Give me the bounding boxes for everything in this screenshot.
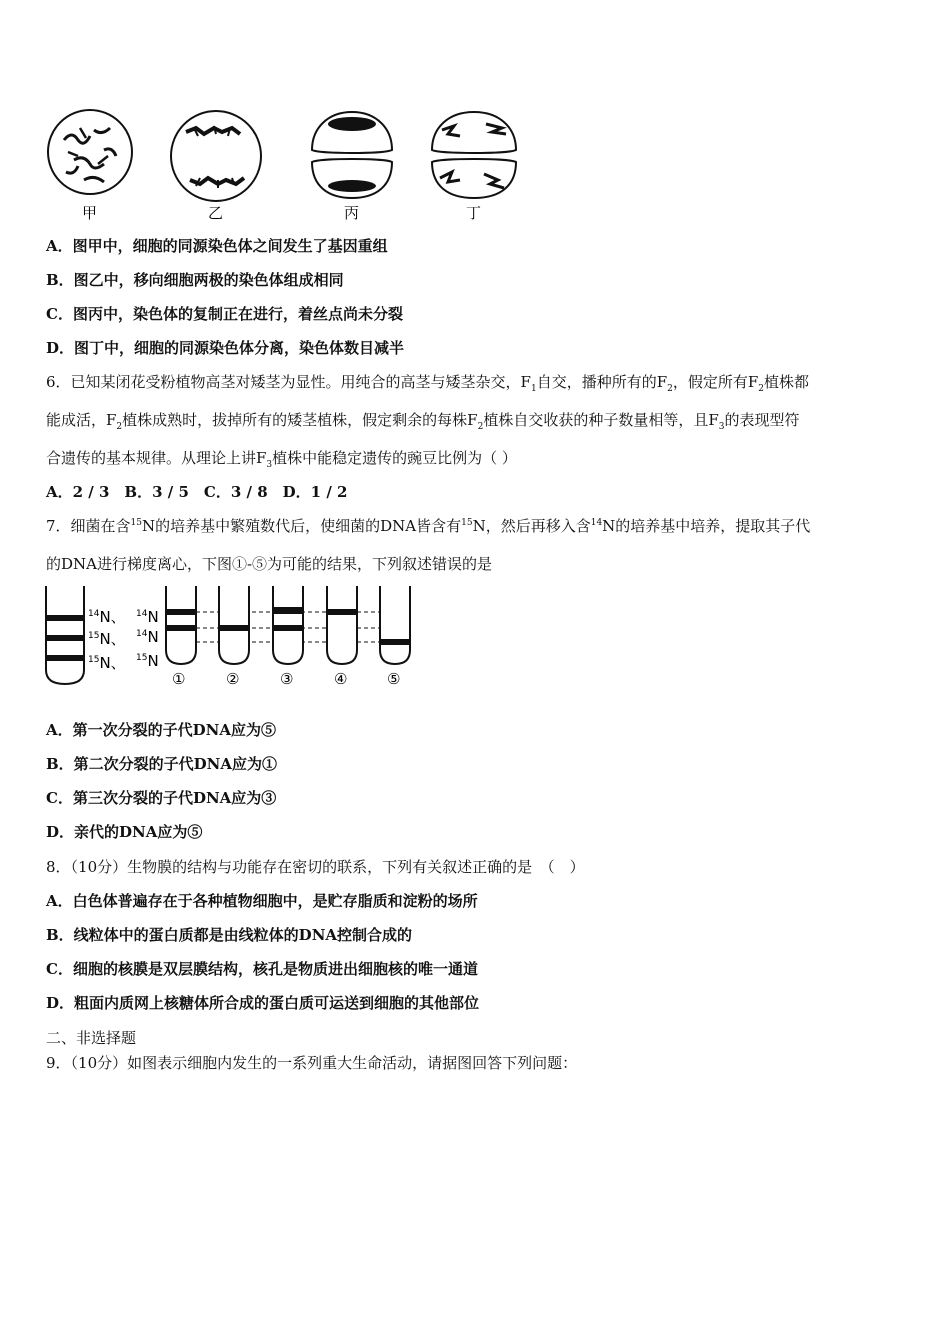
q6-stem-line2: 能成活，$F_2$植株成熟时，拔掉所有的矮茎植株，假定剩余的每株$F_2$植株自交收获的种子数量相等，且$F_3$的表现型符 — [46, 411, 800, 432]
label-yi: 乙 — [208, 204, 224, 222]
tube-3 — [273, 586, 303, 664]
svg-text:①: ① — [172, 670, 186, 688]
q5-option-c: C．图丙中，染色体的复制正在进行，着丝点尚未分裂 — [46, 305, 403, 323]
q9-stem: 9．（10分）如图表示细胞内发生的一系列重大生命活动，请据图回答下列问题： — [46, 1054, 578, 1072]
svg-text:15N、: $^{15}$N、 — [88, 630, 126, 648]
svg-text:15N、: $^{15}$N、 — [88, 654, 126, 672]
tube-4 — [327, 586, 357, 664]
cell-division-figure — [44, 100, 524, 225]
q7-stem-line2: 的DNA进行梯度离心，下图①-⑤为可能的结果，下列叙述错误的是 — [46, 555, 493, 573]
q7-option-a: A．第一次分裂的子代DNA应为⑤ — [46, 721, 276, 739]
label-bing: 丙 — [344, 204, 360, 222]
svg-text:③: ③ — [280, 670, 294, 688]
svg-text:14N、: $^{14}$N、 — [88, 608, 126, 626]
svg-text:14N: $^{14}$N — [136, 608, 159, 626]
svg-text:15N: $^{15}$N — [136, 652, 159, 670]
cell-bing — [312, 112, 392, 198]
cell-yi — [171, 111, 261, 201]
q5-option-d: D．图丁中，细胞的同源染色体分离，染色体数目减半 — [46, 339, 405, 357]
q6-options: A．2 / 3 B．3 / 5 C．3 / 8 D．1 / 2 — [46, 483, 348, 501]
q7-stem-line1: 7．细菌在含$^{15}$N的培养基中繁殖数代后，使细菌的DNA皆含有$^{15}$N，然后再移入含$^{14}$N的培养基中培养，提取其子代 — [46, 517, 811, 535]
label-ding: 丁 — [466, 204, 482, 222]
tube-2 — [219, 586, 249, 664]
svg-text:④: ④ — [334, 670, 348, 688]
q8-option-d: D．粗面内质网上核糖体所合成的蛋白质可运送到细胞的其他部位 — [46, 994, 480, 1012]
q5-option-b: B．图乙中，移向细胞两极的染色体组成相同 — [46, 271, 344, 289]
svg-text:14N: $^{14}$N — [136, 628, 159, 646]
q8-option-b: B．线粒体中的蛋白质都是由线粒体的DNA控制合成的 — [46, 926, 413, 944]
tube-5 — [380, 586, 410, 664]
q7-option-b: B．第二次分裂的子代DNA应为① — [46, 755, 278, 773]
q6-stem-line3: 合遗传的基本规律。从理论上讲$F_3$植株中能稳定遗传的豌豆比例为（ ） — [46, 449, 517, 470]
svg-text:⑤: ⑤ — [387, 670, 401, 688]
q8-stem: 8．（10分）生物膜的结构与功能存在密切的联系，下列有关叙述正确的是 （ ） — [46, 858, 585, 876]
cell-ding — [432, 112, 516, 198]
section-heading: 二、非选择题 — [46, 1029, 137, 1047]
svg-text:②: ② — [226, 670, 240, 688]
q8-option-c: C．细胞的核膜是双层膜结构，核孔是物质进出细胞核的唯一通道 — [46, 960, 478, 978]
q8-option-a: A．白色体普遍存在于各种植物细胞中，是贮存脂质和淀粉的场所 — [46, 892, 478, 910]
q7-option-d: D．亲代的DNA应为⑤ — [46, 823, 203, 841]
q5-option-a: A．图甲中，细胞的同源染色体之间发生了基因重组 — [46, 237, 388, 255]
tube-1 — [166, 586, 196, 664]
q7-option-c: C．第三次分裂的子代DNA应为③ — [46, 789, 277, 807]
cell-jia — [48, 110, 132, 194]
centrifuge-tubes-figure — [44, 584, 414, 690]
q6-stem-line1: 6．已知某闭花受粉植物高茎对矮茎为显性。用纯合的高茎与矮茎杂交，$F_1$自交，播种所有的$F_2$，假定所有$F_2$植株都 — [46, 373, 810, 394]
label-jia: 甲 — [82, 204, 98, 222]
